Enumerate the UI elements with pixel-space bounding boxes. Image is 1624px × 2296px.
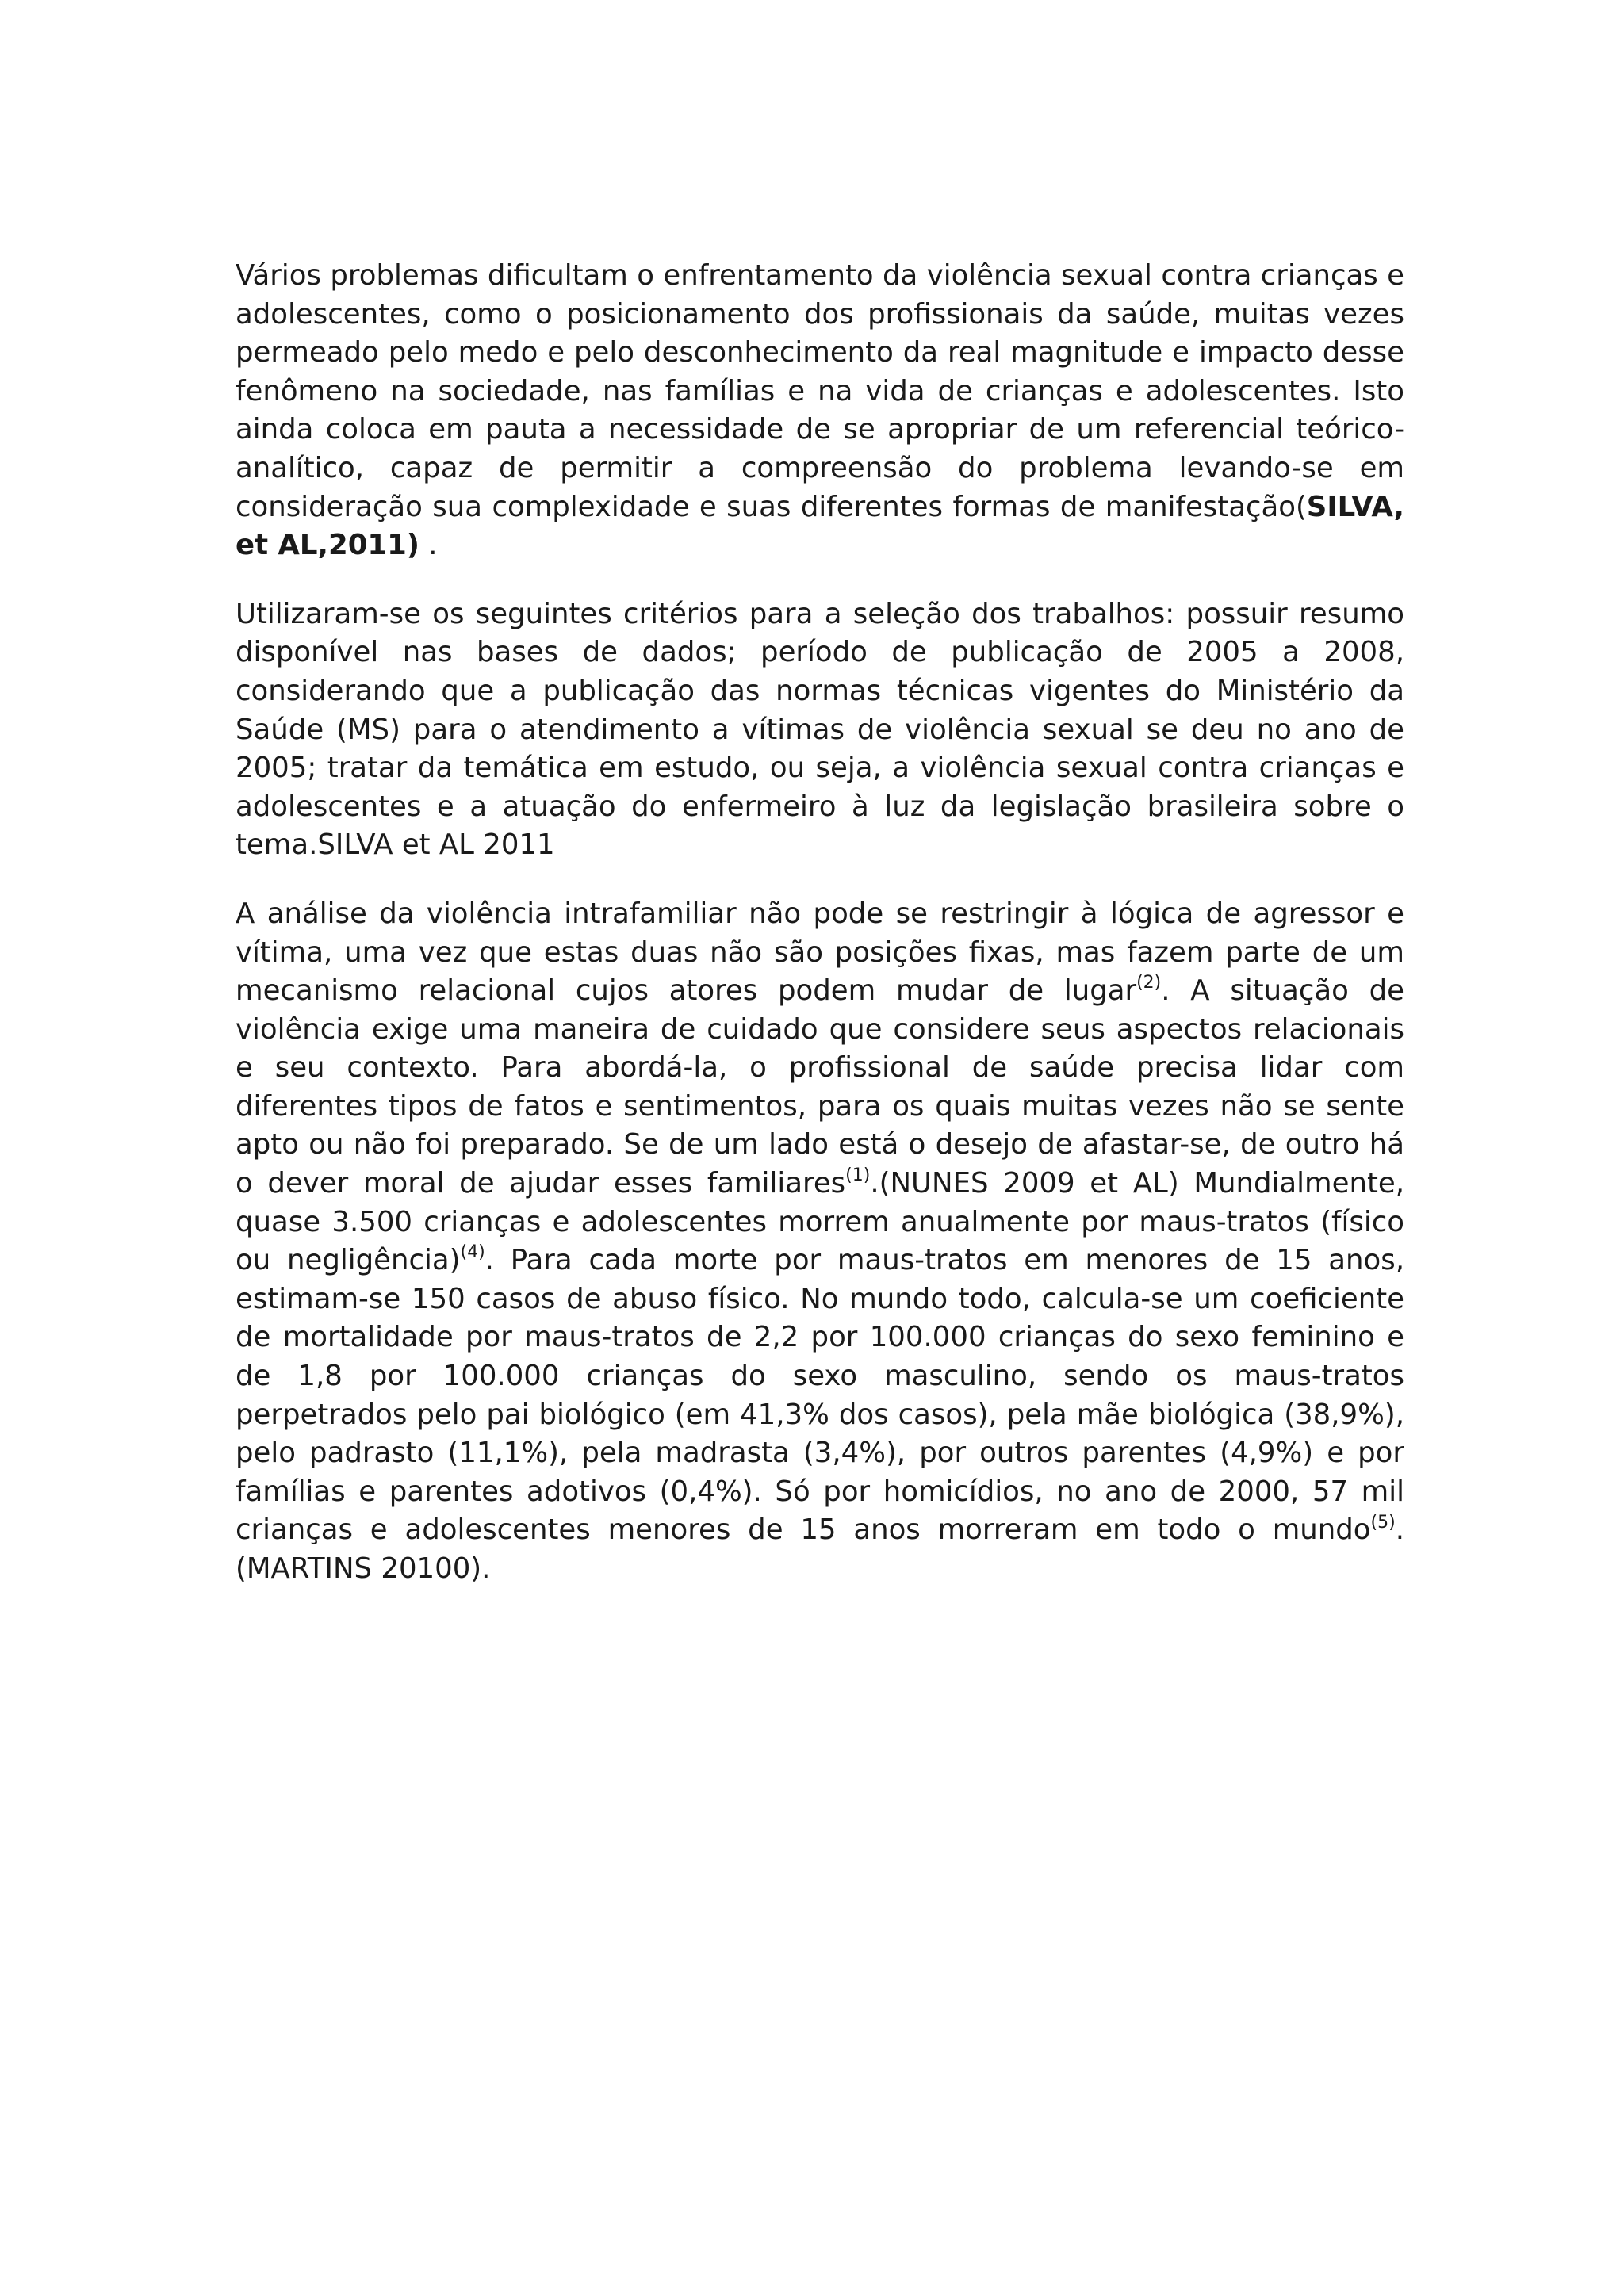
reference-marker-4: (4)	[460, 1242, 485, 1263]
paragraph-2	[236, 595, 1404, 865]
reference-marker-2: (2)	[1136, 973, 1162, 993]
paragraph-3	[236, 895, 1404, 1589]
paragraph-3-segment-3: .(NUNES 2009 et AL) Mundialmente, quase 3.500 crianças e adolescentes morrem anualmente por maus-tratos (físico ou negligência)	[236, 1167, 1404, 1277]
paragraph-3-segment-5: .(MARTINS 20100).	[236, 1513, 1404, 1585]
citation-silva-bold: SILVA, et AL,2011)	[236, 490, 1404, 562]
paragraph-3-segment-2: . A situação de violência exige uma maneira de cuidado que considere seus aspectos relacionais e seu contexto. Para abordá-la, o profissional de saúde precisa lidar com diferentes tipos de fatos e sentimentos, para os quais muitas vezes não se sente apto ou não foi preparado. Se de um lado está o desejo de afastar-se, de outro há o dever moral de ajudar esses familiares	[236, 974, 1404, 1200]
reference-marker-1: (1)	[845, 1165, 871, 1186]
reference-marker-5: (5)	[1370, 1512, 1396, 1533]
paragraph-3-segment-4: . Para cada morte por maus-tratos em menores de 15 anos, estimam-se 150 casos de abuso físico. No mundo todo, calcula-se um coeficiente de mortalidade por maus-tratos de 2,2 por 100.000 crianças do sexo feminino e de 1,8 por 100.000 crianças do sexo masculino, sendo os maus-tratos perpetrados pelo pai biológico (em 41,3% dos casos), pela mãe biológica (38,9%), pelo padrasto (11,1%), pela madrasta (3,4%), por outros parentes (4,9%) e por famílias e parentes adotivos (0,4%). Só por homicídios, no ano de 2000, 57 mil crianças e adolescentes menores de 15 anos morreram em todo o mundo	[236, 1244, 1404, 1547]
paragraph-3-segment-1: A análise da violência intrafamiliar não pode se restringir à lógica de agressor e vítima, uma vez que estas duas não são posições fixas, mas fazem parte de um mecanismo relacional cujos atores podem mudar de lugar	[236, 897, 1404, 1008]
paragraph-1-text: Vários problemas dificultam o enfrentamento da violência sexual contra crianças e adolescentes, como o posicionamento dos profissionais da saúde, muitas vezes permeado pelo medo e pelo desconhecimento da real magnitude e impacto desse fenômeno na sociedade, nas famílias e na vida de crianças e adolescentes. Isto ainda coloca em pauta a necessidade de se apropriar de um referencial teórico-analítico, capaz de permitir a compreensão do problema levando-se em consideração sua complexidade e suas diferentes formas de manifestação(	[236, 259, 1404, 523]
paragraph-1	[236, 257, 1404, 565]
paragraph-2-text: Utilizaram-se os seguintes critérios para a seleção dos trabalhos: possuir resumo disponível nas bases de dados; período de publicação de 2005 a 2008, considerando que a publicação das normas técnicas vigentes do Ministério da Saúde (MS) para o atendimento a vítimas de violência sexual se deu no ano de 2005; tratar da temática em estudo, ou seja, a violência sexual contra crianças e adolescentes e a atuação do enfermeiro à luz da legislação brasileira sobre o tema.SILVA et AL 2011	[236, 597, 1404, 862]
paragraph-1-tail: .	[419, 529, 438, 562]
document-body	[236, 257, 1404, 1619]
